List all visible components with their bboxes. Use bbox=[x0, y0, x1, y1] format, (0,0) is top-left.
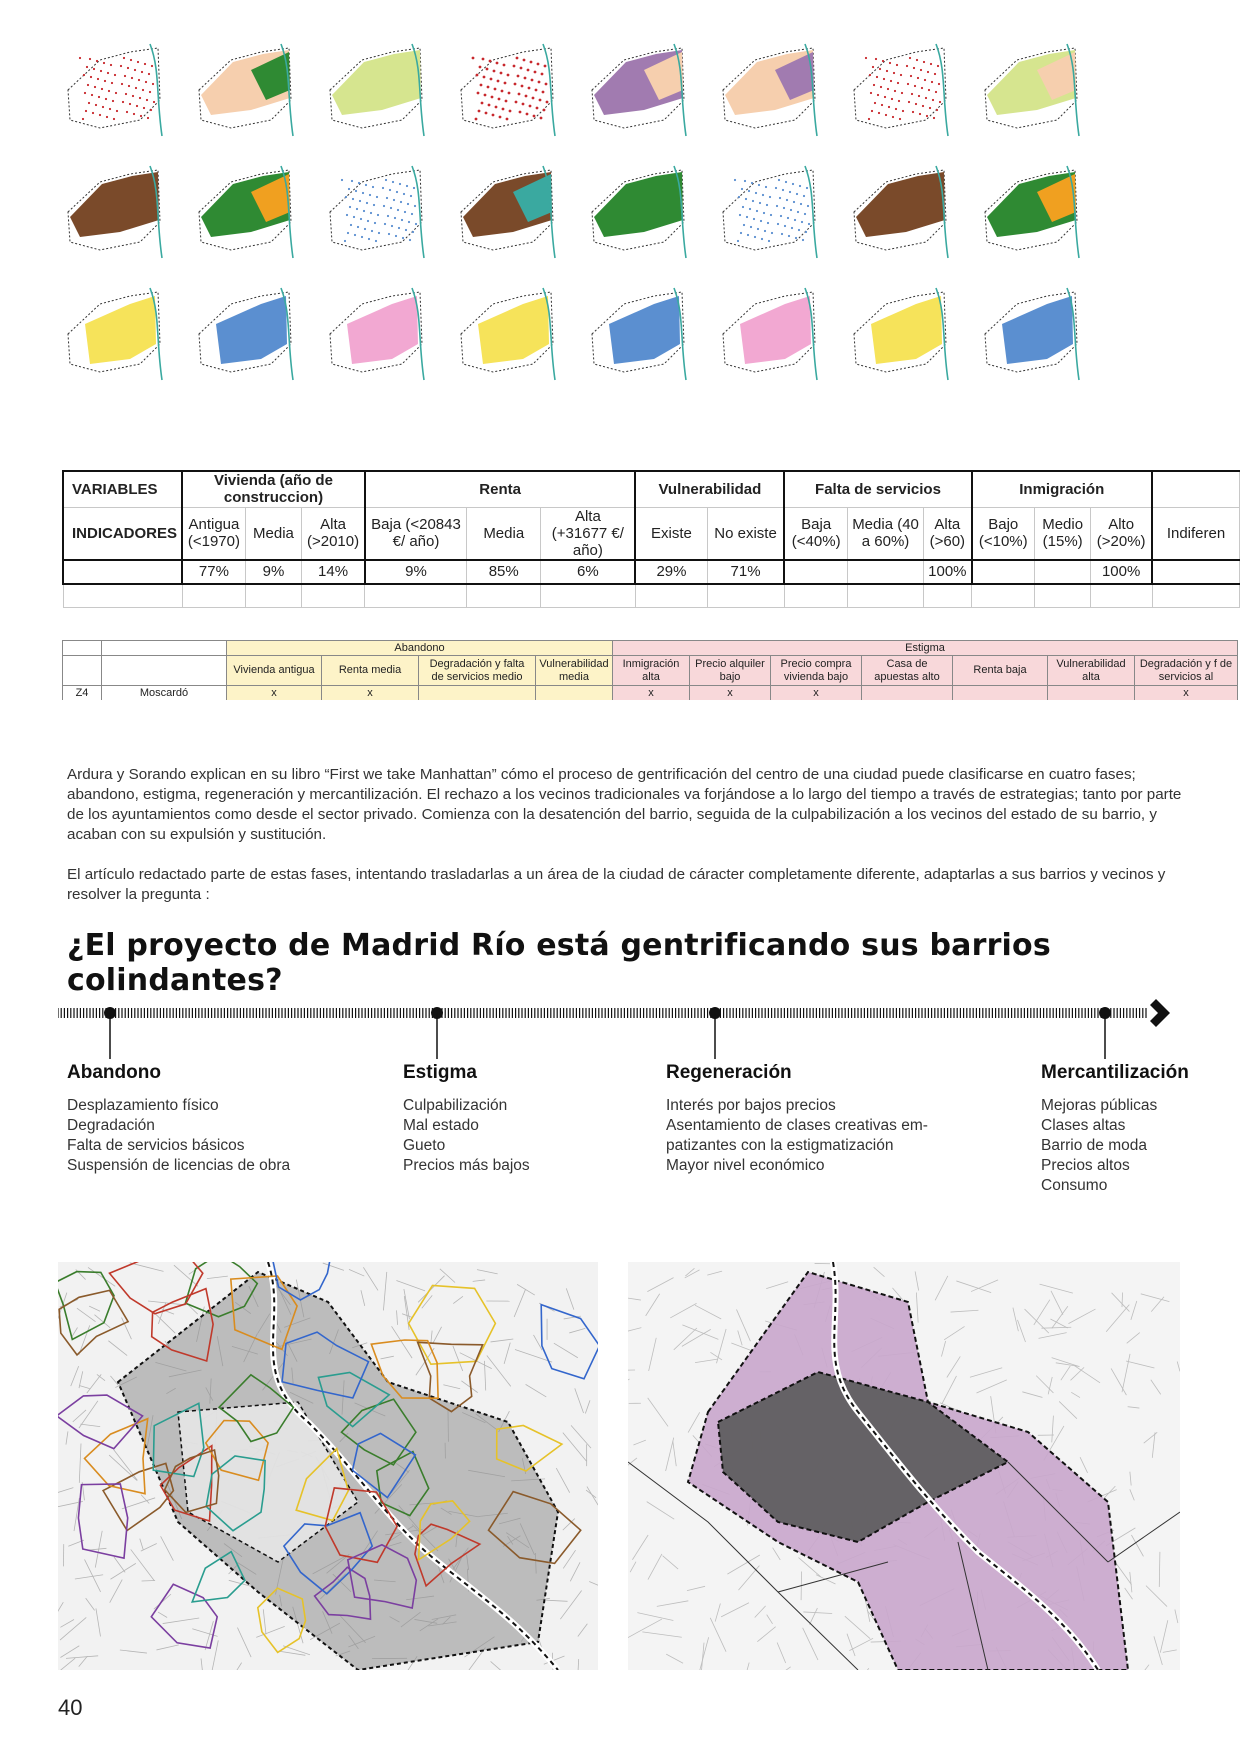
indicator-cell: Antigua (<1970) bbox=[182, 507, 245, 560]
empty-cell bbox=[1091, 584, 1152, 608]
list-item: Culpabilización bbox=[403, 1097, 508, 1114]
indicator-cell: Indiferen bbox=[1152, 507, 1240, 560]
header-cell: Degradación y f de servicios al bbox=[1135, 656, 1238, 686]
neighbourhood-boundaries-map bbox=[58, 1262, 598, 1670]
list-item: Interés por bajos precios bbox=[666, 1097, 836, 1114]
header-cell: Inmigración alta bbox=[613, 656, 690, 686]
list-item: Asentamiento de clases creativas em- bbox=[666, 1117, 928, 1134]
header-cell: Casa de apuestas alto bbox=[862, 656, 953, 686]
empty-cell bbox=[972, 584, 1035, 608]
empty-cell bbox=[1152, 584, 1240, 608]
header-cell: Renta media bbox=[322, 656, 419, 686]
timeline bbox=[58, 993, 1188, 1063]
value-cell: 85% bbox=[467, 560, 541, 584]
header-cell: Renta baja bbox=[953, 656, 1048, 686]
indicator-cell: Media bbox=[245, 507, 301, 560]
phase-list-estigma bbox=[403, 1096, 530, 1176]
group-renta: Renta bbox=[365, 471, 635, 507]
value-cell: 77% bbox=[182, 560, 245, 584]
second-paragraph: El artículo redactado parte de estas fases, intentando trasladarlas a un área de la ciudad de cáracter completamente diferente, adaptarlas a sus barrios y vecinos y resolver la pregunta : bbox=[67, 866, 1166, 903]
mark-cell: x bbox=[322, 686, 419, 701]
group-vulnerabilidad: Vulnerabilidad bbox=[635, 471, 784, 507]
value-cell bbox=[847, 560, 923, 584]
mark-cell bbox=[1048, 686, 1135, 701]
variables-label: VARIABLES bbox=[63, 471, 182, 507]
blank-cell bbox=[102, 641, 227, 656]
list-item: Falta de servicios básicos bbox=[67, 1137, 245, 1154]
phase-list-mercantilizacion bbox=[1041, 1096, 1157, 1196]
value-cell: 71% bbox=[707, 560, 784, 584]
phase-title-regeneracion: Regeneración bbox=[666, 1062, 792, 1083]
empty-cell bbox=[847, 584, 923, 608]
group-inmigracion: Inmigración bbox=[972, 471, 1152, 507]
empty-cell bbox=[924, 584, 972, 608]
header-cell: Vulnerabilidad alta bbox=[1048, 656, 1135, 686]
indicator-cell: Alta (>60) bbox=[924, 507, 972, 560]
blank-cell bbox=[63, 641, 102, 656]
value-cell bbox=[1152, 560, 1240, 584]
empty-cell bbox=[541, 584, 635, 608]
list-item: Clases altas bbox=[1041, 1117, 1126, 1134]
indicator-cell: Alto (>20%) bbox=[1091, 507, 1152, 560]
indicator-cell: Media bbox=[467, 507, 541, 560]
mark-cell: x bbox=[227, 686, 322, 701]
phase-list-abandono bbox=[67, 1096, 290, 1176]
indicator-cell: Existe bbox=[635, 507, 707, 560]
indicator-cell: No existe bbox=[707, 507, 784, 560]
empty-cell bbox=[467, 584, 541, 608]
value-cell bbox=[1035, 560, 1091, 584]
value-cell: 9% bbox=[365, 560, 467, 584]
main-question: ¿El proyecto de Madrid Río está gentrificando sus barrios colindantes? bbox=[67, 928, 1051, 998]
value-cell: 14% bbox=[302, 560, 365, 584]
value-cell: 6% bbox=[541, 560, 635, 584]
mark-cell: x bbox=[771, 686, 862, 701]
list-item: Precios más bajos bbox=[403, 1157, 530, 1174]
mark-cell bbox=[862, 686, 953, 701]
group-vivienda: Vivienda (año de construccion) bbox=[182, 471, 365, 507]
list-item: patizantes con la estigmatización bbox=[666, 1137, 894, 1154]
map-left bbox=[58, 1262, 598, 1670]
indicator-cell: Bajo (<10%) bbox=[972, 507, 1035, 560]
list-item: Suspensión de licencias de obra bbox=[67, 1157, 291, 1174]
header-cell: Degradación y falta de servicios medio bbox=[419, 656, 536, 686]
phase-title-mercantilizacion: Mercantilización bbox=[1041, 1062, 1189, 1083]
variables-table-wrap bbox=[0, 0, 1240, 620]
values-label bbox=[63, 560, 182, 584]
list-item: Desplazamiento físico bbox=[67, 1097, 219, 1114]
blank-cell bbox=[63, 656, 102, 686]
phases-table bbox=[62, 640, 1238, 700]
value-cell: 9% bbox=[245, 560, 301, 584]
indicator-cell: Medio (15%) bbox=[1035, 507, 1091, 560]
indicator-cell: Alta (>2010) bbox=[302, 507, 365, 560]
mark-cell: x bbox=[690, 686, 771, 701]
list-item: Degradación bbox=[67, 1117, 155, 1134]
group-abandono: Abandono bbox=[227, 641, 613, 656]
header-cell: Precio alquiler bajo bbox=[690, 656, 771, 686]
list-item: Precios altos bbox=[1041, 1157, 1130, 1174]
list-item: Mejoras públicas bbox=[1041, 1097, 1158, 1114]
indicator-cell: Baja (<20843 €/ año) bbox=[365, 507, 467, 560]
timeline-hatch bbox=[58, 1008, 1146, 1018]
empty-cell bbox=[182, 584, 245, 608]
indicator-cell: Media (40 a 60%) bbox=[847, 507, 923, 560]
list-item: Barrio de moda bbox=[1041, 1137, 1147, 1154]
phase-list-regeneracion bbox=[666, 1096, 928, 1176]
empty-cell bbox=[635, 584, 707, 608]
empty-cell bbox=[1035, 584, 1091, 608]
intro-paragraph: Ardura y Sorando explican en su libro “First we take Manhattan” cómo el proceso de gentrificación del centro de una ciudad puede clasificarse en cuatro fases; abandono, estigma, regeneración y mercantilización. El rechazo a los vecinos tradicionales va forjándose a lo largo del tiempo a través de estrategias; tanto por parte de los ayuntamientos como desde el sector privado. Comienza con la desatención del barrio, seguida de la culpabilización a los vecinos del estado de su barrio, y acaban con su expulsión y sustitución. bbox=[67, 766, 1182, 843]
empty-cell bbox=[365, 584, 467, 608]
mark-cell bbox=[536, 686, 613, 701]
phase-title-estigma: Estigma bbox=[403, 1062, 477, 1083]
mark-cell: x bbox=[1135, 686, 1238, 701]
timeline-arrow-icon bbox=[1150, 999, 1170, 1027]
phase-title-abandono: Abandono bbox=[67, 1062, 161, 1083]
variables-table bbox=[62, 470, 1240, 608]
blank-cell bbox=[102, 656, 227, 686]
empty-cell bbox=[63, 584, 182, 608]
value-cell bbox=[972, 560, 1035, 584]
group-estigma: Estigma bbox=[613, 641, 1238, 656]
group-blank bbox=[1152, 471, 1240, 507]
header-cell: Vivienda antigua bbox=[227, 656, 322, 686]
purple-zones-map bbox=[628, 1262, 1180, 1670]
empty-cell bbox=[707, 584, 784, 608]
indicator-cell: Baja (<40%) bbox=[784, 507, 847, 560]
value-cell: 100% bbox=[924, 560, 972, 584]
zone-cell: Z4 bbox=[63, 686, 102, 701]
value-cell bbox=[784, 560, 847, 584]
mark-cell: x bbox=[613, 686, 690, 701]
map-right bbox=[628, 1262, 1180, 1670]
empty-cell bbox=[784, 584, 847, 608]
header-cell: Vulnerabilidad media bbox=[536, 656, 613, 686]
list-item: Mal estado bbox=[403, 1117, 479, 1134]
group-falta-servicios: Falta de servicios bbox=[784, 471, 971, 507]
name-cell: Moscardó bbox=[102, 686, 227, 701]
list-item: Gueto bbox=[403, 1137, 446, 1154]
value-cell: 100% bbox=[1091, 560, 1152, 584]
mark-cell bbox=[953, 686, 1048, 701]
mark-cell bbox=[419, 686, 536, 701]
indicator-cell: Alta (+31677 €/ año) bbox=[541, 507, 635, 560]
value-cell: 29% bbox=[635, 560, 707, 584]
empty-cell bbox=[302, 584, 365, 608]
list-item: Mayor nivel económico bbox=[666, 1157, 825, 1174]
indicadores-label: INDICADORES bbox=[63, 507, 182, 560]
list-item: Consumo bbox=[1041, 1177, 1108, 1194]
header-cell: Precio compra vivienda bajo bbox=[771, 656, 862, 686]
page-number: 40 bbox=[58, 1695, 83, 1720]
phases-table-wrap bbox=[0, 620, 1240, 700]
empty-cell bbox=[245, 584, 301, 608]
